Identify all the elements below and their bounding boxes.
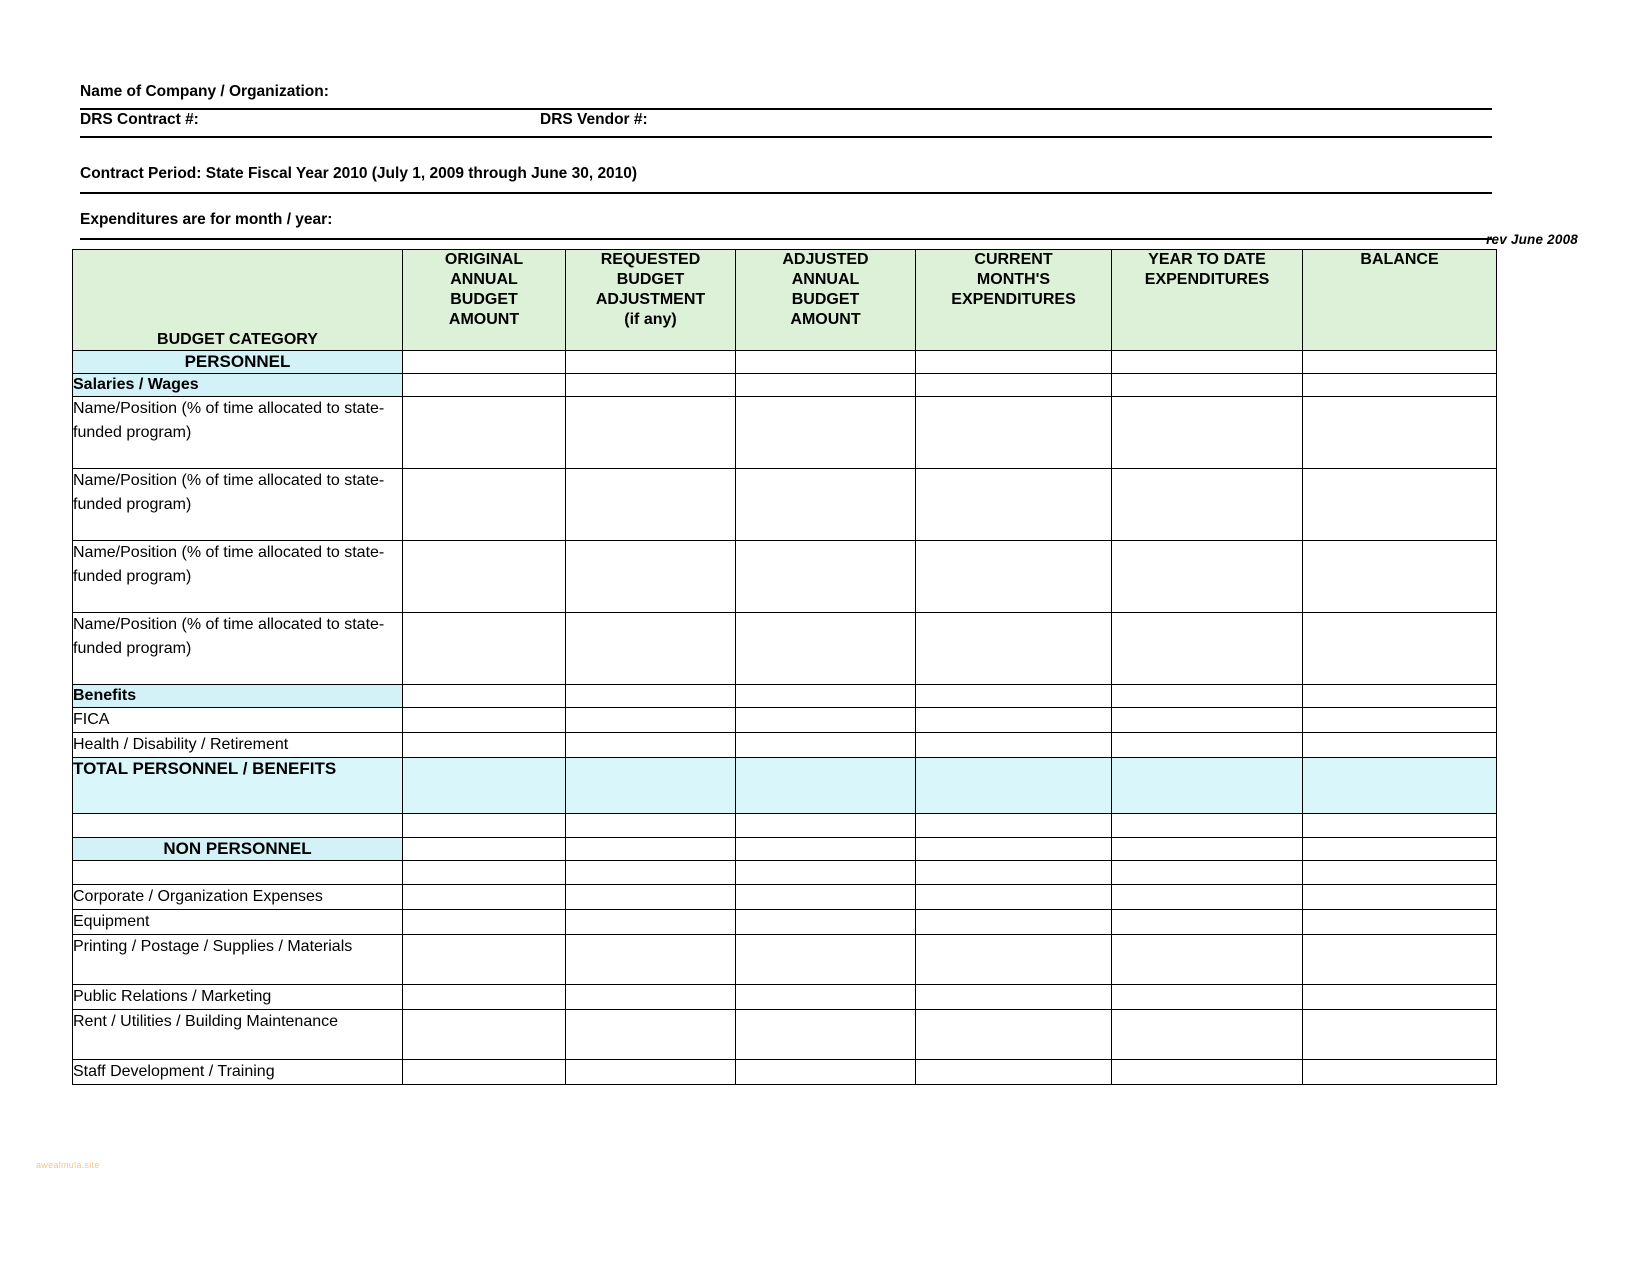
col-header-budget-category — [73, 250, 403, 351]
table-row — [73, 733, 1497, 758]
cell-adjusted[interactable] — [736, 935, 916, 985]
contract-row — [80, 110, 1492, 138]
row-label-name-position-3: Name/Position (% of time allocated to state-funded program) — [73, 541, 403, 613]
cell-requested[interactable] — [566, 985, 736, 1010]
cell-adjusted[interactable] — [736, 1060, 916, 1085]
cell-ytd[interactable] — [1112, 541, 1303, 613]
cell-requested[interactable] — [566, 1060, 736, 1085]
row-label-health-disability-retirement: Health / Disability / Retirement — [73, 733, 403, 758]
table-row — [73, 613, 1497, 685]
cell-ytd[interactable] — [1112, 985, 1303, 1010]
table-row — [73, 910, 1497, 935]
cell-balance[interactable] — [1303, 1060, 1497, 1085]
cell-adjusted[interactable] — [736, 541, 916, 613]
row-label-equipment: Equipment — [73, 910, 403, 935]
cell-original[interactable] — [403, 985, 566, 1010]
cell-original[interactable] — [403, 910, 566, 935]
row-label-name-position-4: Name/Position (% of time allocated to state-funded program) — [73, 613, 403, 685]
cell-ytd[interactable] — [1112, 351, 1303, 374]
cell-current-month[interactable] — [916, 685, 1112, 708]
header-spacer-2 — [80, 194, 1492, 210]
cell-original[interactable] — [403, 861, 566, 885]
budget-table — [72, 249, 1497, 1085]
cell-current-month[interactable] — [916, 397, 1112, 469]
cell-balance[interactable] — [1303, 397, 1497, 469]
cell-current-month[interactable] — [916, 1060, 1112, 1085]
cell-requested[interactable] — [566, 935, 736, 985]
revision-note: rev June 2008 — [1486, 232, 1578, 247]
cell-current-month[interactable] — [916, 613, 1112, 685]
cell-adjusted[interactable] — [736, 613, 916, 685]
row-label-personnel: PERSONNEL — [73, 351, 403, 374]
cell-requested[interactable] — [566, 351, 736, 374]
cell-current-month[interactable] — [916, 374, 1112, 397]
cell-ytd[interactable] — [1112, 374, 1303, 397]
table-row — [73, 1060, 1497, 1085]
cell-original[interactable] — [403, 374, 566, 397]
cell-balance[interactable] — [1303, 469, 1497, 541]
cell-requested[interactable] — [566, 814, 736, 838]
table-header-row — [73, 250, 1497, 351]
cell-ytd[interactable] — [1112, 397, 1303, 469]
cell-ytd[interactable] — [1112, 708, 1303, 733]
period-row — [80, 164, 1492, 194]
row-label-benefits: Benefits — [73, 685, 403, 708]
table-row — [73, 861, 1497, 885]
cell-balance[interactable] — [1303, 1010, 1497, 1060]
cell-current-month[interactable] — [916, 814, 1112, 838]
cell-requested[interactable] — [566, 397, 736, 469]
cell-ytd[interactable] — [1112, 935, 1303, 985]
cell-ytd[interactable] — [1112, 814, 1303, 838]
contract-label: DRS Contract #: — [80, 111, 199, 128]
cell-requested[interactable] — [566, 885, 736, 910]
col-header-budget-category-label: BUDGET CATEGORY — [157, 331, 318, 348]
cell-balance[interactable] — [1303, 374, 1497, 397]
cell-original[interactable] — [403, 685, 566, 708]
cell-adjusted[interactable] — [736, 910, 916, 935]
cell-adjusted[interactable] — [736, 708, 916, 733]
cell-balance[interactable] — [1303, 814, 1497, 838]
row-label-gap-2 — [73, 861, 403, 885]
cell-original[interactable] — [403, 613, 566, 685]
cell-original[interactable] — [403, 885, 566, 910]
cell-balance[interactable] — [1303, 613, 1497, 685]
cell-ytd[interactable] — [1112, 1010, 1303, 1060]
cell-original[interactable] — [403, 397, 566, 469]
col-header-balance: BALANCE — [1303, 250, 1497, 351]
cell-original[interactable] — [403, 838, 566, 861]
table-row — [73, 708, 1497, 733]
cell-original[interactable] — [403, 541, 566, 613]
cell-adjusted[interactable] — [736, 469, 916, 541]
month-label: Expenditures are for month / year: — [80, 211, 333, 228]
cell-ytd[interactable] — [1112, 885, 1303, 910]
cell-adjusted[interactable] — [736, 1010, 916, 1060]
cell-current-month[interactable] — [916, 351, 1112, 374]
cell-original[interactable] — [403, 814, 566, 838]
col-header-adjusted-annual-budget: ADJUSTED ANNUAL BUDGET AMOUNT — [736, 250, 916, 351]
cell-balance[interactable] — [1303, 541, 1497, 613]
form-header — [80, 82, 1492, 240]
cell-current-month[interactable] — [916, 985, 1112, 1010]
cell-balance[interactable] — [1303, 935, 1497, 985]
table-row — [73, 541, 1497, 613]
cell-adjusted[interactable] — [736, 374, 916, 397]
cell-requested[interactable] — [566, 910, 736, 935]
cell-original[interactable] — [403, 708, 566, 733]
cell-current-month[interactable] — [916, 910, 1112, 935]
cell-balance[interactable] — [1303, 885, 1497, 910]
row-label-rent-utilities-building-maintenance: Rent / Utilities / Building Maintenance — [73, 1010, 403, 1060]
cell-original[interactable] — [403, 1010, 566, 1060]
cell-original[interactable] — [403, 1060, 566, 1085]
cell-adjusted[interactable] — [736, 885, 916, 910]
table-row — [73, 838, 1497, 861]
period-label: Contract Period: State Fiscal Year 2010 (July 1, 2009 through June 30, 2010) — [80, 165, 638, 182]
cell-current-month[interactable] — [916, 838, 1112, 861]
watermark-text: awealmula.site — [36, 1160, 100, 1170]
cell-requested[interactable] — [566, 374, 736, 397]
cell-ytd[interactable] — [1112, 838, 1303, 861]
cell-requested[interactable] — [566, 613, 736, 685]
cell-current-month[interactable] — [916, 469, 1112, 541]
cell-current-month[interactable] — [916, 541, 1112, 613]
cell-original[interactable] — [403, 469, 566, 541]
cell-requested[interactable] — [566, 708, 736, 733]
cell-original[interactable] — [403, 733, 566, 758]
table-row — [73, 814, 1497, 838]
cell-requested[interactable] — [566, 861, 736, 885]
table-row — [73, 351, 1497, 374]
cell-adjusted[interactable] — [736, 733, 916, 758]
row-label-salaries-wages: Salaries / Wages — [73, 374, 403, 397]
cell-requested[interactable] — [566, 1010, 736, 1060]
header-spacer-1 — [80, 138, 1492, 164]
cell-ytd[interactable] — [1112, 910, 1303, 935]
cell-current-month[interactable] — [916, 1010, 1112, 1060]
cell-adjusted[interactable] — [736, 838, 916, 861]
col-header-original-annual-budget: ORIGINAL ANNUAL BUDGET AMOUNT — [403, 250, 566, 351]
cell-requested[interactable] — [566, 469, 736, 541]
col-header-year-to-date-expenditures: YEAR TO DATE EXPENDITURES — [1112, 250, 1303, 351]
row-label-name-position-1: Name/Position (% of time allocated to state-funded program) — [73, 397, 403, 469]
col-header-requested-budget-adjustment: REQUESTED BUDGET ADJUSTMENT (if any) — [566, 250, 736, 351]
table-row — [73, 1010, 1497, 1060]
table-row — [73, 758, 1497, 814]
cell-ytd[interactable] — [1112, 469, 1303, 541]
cell-requested[interactable] — [566, 685, 736, 708]
cell-requested[interactable] — [566, 838, 736, 861]
cell-balance[interactable] — [1303, 861, 1497, 885]
vendor-label: DRS Vendor #: — [540, 111, 648, 128]
cell-original[interactable] — [403, 351, 566, 374]
table-row — [73, 685, 1497, 708]
cell-current-month[interactable] — [916, 861, 1112, 885]
row-label-public-relations-marketing: Public Relations / Marketing — [73, 985, 403, 1010]
cell-current-month[interactable] — [916, 935, 1112, 985]
table-row — [73, 397, 1497, 469]
cell-current-month[interactable] — [916, 733, 1112, 758]
row-label-non-personnel: NON PERSONNEL — [73, 838, 403, 861]
company-label: Name of Company / Organization: — [80, 83, 329, 100]
cell-requested[interactable] — [566, 541, 736, 613]
cell-balance[interactable] — [1303, 985, 1497, 1010]
cell-ytd[interactable] — [1112, 613, 1303, 685]
row-label-fica: FICA — [73, 708, 403, 733]
row-label-total-personnel-benefits: TOTAL PERSONNEL / BENEFITS — [73, 758, 403, 814]
cell-balance[interactable] — [1303, 685, 1497, 708]
cell-balance[interactable] — [1303, 733, 1497, 758]
cell-balance[interactable] — [1303, 351, 1497, 374]
cell-original[interactable] — [403, 758, 566, 814]
cell-balance[interactable] — [1303, 758, 1497, 814]
cell-adjusted[interactable] — [736, 351, 916, 374]
cell-ytd[interactable] — [1112, 733, 1303, 758]
cell-ytd[interactable] — [1112, 1060, 1303, 1085]
cell-balance[interactable] — [1303, 910, 1497, 935]
cell-adjusted[interactable] — [736, 814, 916, 838]
company-row — [80, 82, 1492, 110]
table-row — [73, 985, 1497, 1010]
cell-balance[interactable] — [1303, 708, 1497, 733]
table-row — [73, 374, 1497, 397]
cell-balance[interactable] — [1303, 838, 1497, 861]
cell-ytd[interactable] — [1112, 861, 1303, 885]
cell-requested[interactable] — [566, 758, 736, 814]
cell-adjusted[interactable] — [736, 397, 916, 469]
cell-current-month[interactable] — [916, 758, 1112, 814]
cell-original[interactable] — [403, 935, 566, 985]
month-row — [80, 210, 1492, 240]
row-label-corporate-organization-expenses: Corporate / Organization Expenses — [73, 885, 403, 910]
cell-requested[interactable] — [566, 733, 736, 758]
cell-adjusted[interactable] — [736, 985, 916, 1010]
col-header-current-month-expenditures: CURRENT MONTH'S EXPENDITURES — [916, 250, 1112, 351]
cell-adjusted[interactable] — [736, 685, 916, 708]
cell-adjusted[interactable] — [736, 861, 916, 885]
cell-ytd[interactable] — [1112, 758, 1303, 814]
cell-current-month[interactable] — [916, 708, 1112, 733]
cell-current-month[interactable] — [916, 885, 1112, 910]
row-label-printing-postage-supplies-materials: Printing / Postage / Supplies / Materials — [73, 935, 403, 985]
cell-adjusted[interactable] — [736, 758, 916, 814]
table-row — [73, 469, 1497, 541]
row-label-staff-development-training: Staff Development / Training — [73, 1060, 403, 1085]
table-row — [73, 935, 1497, 985]
row-label-gap-1 — [73, 814, 403, 838]
cell-ytd[interactable] — [1112, 685, 1303, 708]
row-label-name-position-2: Name/Position (% of time allocated to state-funded program) — [73, 469, 403, 541]
table-row — [73, 885, 1497, 910]
